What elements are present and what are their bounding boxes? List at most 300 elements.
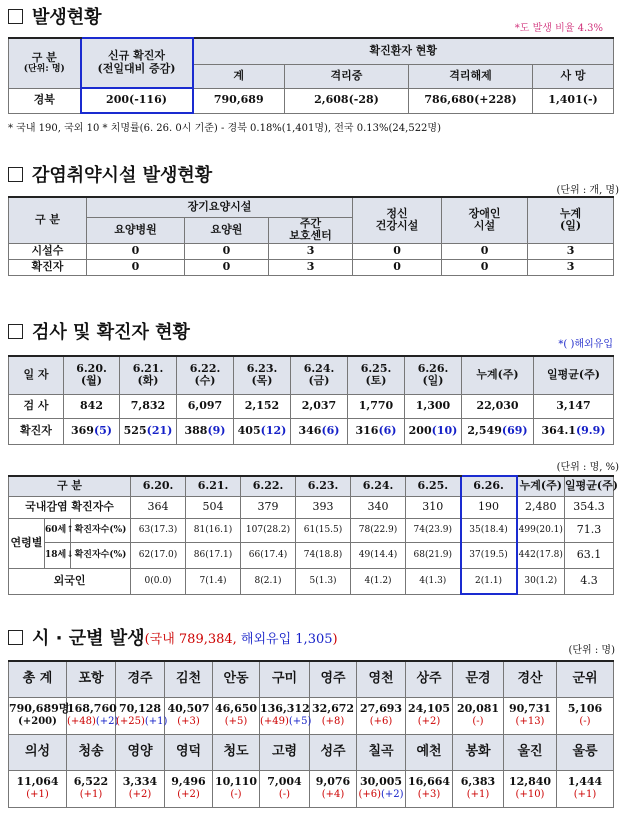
header-total: 계 [193,64,285,88]
test-cumulative: 22,030 [462,394,534,418]
city-cell [310,770,357,807]
cities-subtitle [145,628,338,647]
city-delta-line [504,789,556,801]
header-day-care-line1: 주간 [299,216,322,230]
city-delta: (+6) [369,716,393,728]
city-name: 울진 [504,734,557,770]
city-cell [557,697,614,734]
confirmed-count: 3 [528,259,614,275]
row-label-over60: 60세↑ [45,518,71,542]
city-name: 영덕 [165,734,213,770]
city-delta: (+49) [260,716,289,728]
age-table [8,475,618,595]
facility-count: 0 [442,243,528,259]
over60-value: 74(23.9) [406,518,461,542]
city-delta: (+1) [466,789,490,801]
city-delta-line [165,716,212,728]
foreigner-value: 4(1.3) [406,568,461,594]
domestic-value: 364 [131,496,186,518]
city-total: 10,110 [214,775,258,789]
confirmed-cell [405,418,462,444]
new-cases-value: 200(-116) [81,88,193,113]
city-name: 청도 [213,734,260,770]
city-delta-line [453,716,503,728]
city-delta-line [116,789,164,801]
test-value: 1,770 [348,394,405,418]
city-name: 상주 [406,661,453,697]
section-title-text: 검사 및 확진자 현황 [32,322,190,343]
city-cell [116,697,168,734]
over60-average: 71.3 [565,518,614,542]
city-total: 3,334 [122,775,158,789]
city-name: 청송 [67,734,116,770]
confirmed-cell [177,418,234,444]
city-name: 예천 [406,734,453,770]
city-delta-line [9,789,66,801]
domestic-value: 340 [351,496,406,518]
city-name: 군위 [557,661,614,697]
city-total: 6,522 [73,775,109,789]
header-nursing-hospital: 요양병원 [87,217,185,243]
header-new-cases [81,38,193,88]
weekday-label: (월) [80,374,103,388]
header-long-term-care: 장기요양시설 [87,197,353,217]
fatality-footnote: * 국내 190, 국외 10 * 치명률(6. 26. 0시 기준) - 경북 0.18%(1,401명), 전국 0.13%(24,522명) [8,123,441,134]
header-date: 6.22. [241,476,296,496]
header-disabled [442,197,528,243]
city-name: 영주 [310,661,357,697]
header-day-care [269,217,353,243]
date-label: 6.24. [303,361,335,375]
city-cell [357,697,406,734]
city-total: 16,664 [407,775,451,789]
date-label: 6.22. [189,361,221,375]
city-total: 136,312 [260,702,310,716]
city-cell [165,697,213,734]
foreigner-value: 7(1.4) [186,568,241,594]
date-label: 6.20. [76,361,107,375]
city-name: 영천 [357,661,406,697]
test-average: 3,147 [534,394,614,418]
foreigner-value: 5(1.3) [296,568,351,594]
confirmed-average-cell [534,418,614,444]
header-mental-line1: 정신 [386,206,408,220]
over60-value: 61(15.5) [296,518,351,542]
foreign-value: (6) [378,423,397,437]
confirmed-value: 200 [408,423,432,437]
facility-count: 0 [353,243,442,259]
date-label: 6.21. [132,361,164,375]
test-value: 2,152 [234,394,291,418]
confirmed-count: 0 [442,259,528,275]
city-cell [260,770,310,807]
city-cell [504,697,557,734]
city-cell [504,770,557,807]
header-gubun: 구 분 [9,197,87,243]
city-total: 40,507 [167,702,210,716]
city-foreign-delta: (+2) [95,716,119,728]
header-disabled-line1: 장애인 [468,206,501,220]
cities-table [8,660,614,808]
city-delta-line [260,789,309,801]
city-name: 김천 [165,661,213,697]
age-table-unit: (단위 : 명, %) [556,462,619,473]
facility-count: 0 [185,243,269,259]
date-label: 6.26. [417,361,449,375]
city-name: 총 계 [9,661,67,697]
header-date: 6.20. [131,476,186,496]
domestic-value-highlight: 190 [461,496,517,518]
weekday-label: (금) [308,374,330,388]
date-label: 6.25. [360,361,392,375]
foreigner-value: 4(1.2) [351,568,406,594]
section-title-text: 시 · 군별 발생 [32,628,145,649]
test-value: 842 [64,394,120,418]
confirmed-cell [64,418,120,444]
header-deaths: 사 망 [533,64,614,88]
city-delta: (-) [472,716,484,728]
row-label-facilities: 시설수 [9,243,87,259]
row-label-foreigner: 외국인 [9,568,131,594]
section-title-tests [8,318,190,344]
city-name: 의성 [9,734,67,770]
city-name: 경주 [116,661,165,697]
header-status: 확진환자 현황 [193,38,614,64]
domestic-average: 354.3 [565,496,614,518]
subtitle-close: ) [332,631,338,647]
city-total: 70,128 [118,702,162,716]
header-date-0626 [405,356,462,394]
weekday-label: (일) [422,374,444,388]
city-delta: (+3) [417,789,441,801]
weekday-label: (수) [194,374,216,388]
header-date-0625 [348,356,405,394]
city-delta-line [557,716,613,728]
test-value: 7,832 [120,394,177,418]
city-total: 9,076 [315,775,351,789]
city-name: 성주 [310,734,357,770]
under18-value: 74(18.8) [296,542,351,568]
city-delta-line [310,789,356,801]
count-label: 확진자수(%) [71,518,131,542]
test-value: 2,037 [291,394,348,418]
row-label-under18: 18세↓ [45,542,71,568]
city-cell [213,770,260,807]
city-delta: (+1) [573,789,597,801]
row-label-confirmed: 확진자 [9,418,64,444]
checkbox-square-icon [8,167,23,182]
domestic-cumulative: 2,480 [517,496,565,518]
header-unit-label: (단위: 명) [23,64,65,75]
header-date-0624 [291,356,348,394]
city-delta-line [67,789,115,801]
header-date: 6.21. [186,476,241,496]
city-delta-line [406,716,452,728]
city-cell [406,697,453,734]
header-gubun-label: 구 분 [31,50,57,64]
city-cell [357,770,406,807]
city-name: 고령 [260,734,310,770]
domestic-value: 310 [406,496,461,518]
city-delta-line [310,716,356,728]
city-delta-line [213,789,259,801]
header-released: 격리해제 [409,64,533,88]
city-delta: (+10) [515,789,545,801]
header-date: 일 자 [9,356,64,394]
city-total: 27,693 [359,702,403,716]
under18-cumulative: 442(17.8) [517,542,565,568]
city-delta: (-) [230,789,242,801]
header-nursing-home: 요양원 [185,217,269,243]
header-gubun: 구 분 [9,476,131,496]
released-value: 786,680(+228) [409,88,533,113]
header-date-0622 [177,356,234,394]
checkbox-square-icon [8,324,23,339]
city-total: 5,106 [567,702,603,716]
over60-cumulative: 499(20.1) [517,518,565,542]
city-cell [453,697,504,734]
confirmed-value: 364.1 [541,423,576,437]
under18-value: 66(17.4) [241,542,296,568]
foreign-value: (12) [260,423,287,437]
deaths-value: 1,401(-) [533,88,614,113]
confirmed-value: 316 [355,423,379,437]
city-delta-line [357,789,405,801]
foreigner-value-highlight: 2(1.1) [461,568,517,594]
confirmed-value: 2,549 [467,423,502,437]
foreign-value: (9.9) [575,423,606,437]
confirmed-value: 369 [70,423,94,437]
subtitle-domestic: (국내 789,384, [144,631,241,647]
city-delta: (+200) [18,716,57,728]
header-cumulative: 누계(주) [462,356,534,394]
ratio-note: *도 발생 비율 4.3% [514,23,603,34]
city-cell [453,770,504,807]
row-label-gyeongbuk: 경북 [9,88,81,113]
row-label-tests: 검 사 [9,394,64,418]
under18-value: 62(17.0) [131,542,186,568]
confirmed-count: 0 [87,259,185,275]
count-label: 확진자수(%) [71,542,131,568]
foreigner-value: 0(0.0) [131,568,186,594]
city-total: 1,444 [567,775,603,789]
domestic-value: 504 [186,496,241,518]
facilities-table [8,196,614,276]
city-cell [116,770,165,807]
city-delta-line [357,716,405,728]
city-delta-line [165,789,212,801]
city-delta: (+3) [177,716,200,728]
city-delta-line [213,716,259,728]
city-delta: (+5) [224,716,248,728]
header-date: 6.25. [406,476,461,496]
city-foreign-delta: (+1) [144,716,168,728]
city-cell [67,770,116,807]
confirmed-value: 346 [298,423,322,437]
header-day-care-line2: 보호센터 [289,229,332,243]
over60-value: 107(28.2) [241,518,296,542]
test-value: 1,300 [405,394,462,418]
header-cumulative: 누계(주) [517,476,565,496]
city-delta-line [116,716,168,728]
city-name: 울릉 [557,734,614,770]
foreign-note: *( )해외유입 [558,339,613,350]
confirmed-cell [234,418,291,444]
section-title-text: 감염취약시설 발생현황 [32,165,213,186]
foreigner-value: 8(2.1) [241,568,296,594]
weekday-label: (토) [365,374,387,388]
city-cell [557,770,614,807]
city-delta-line [260,716,312,728]
city-total: 7,004 [267,775,302,789]
city-total: 32,672 [311,702,355,716]
city-foreign-delta: (+2) [381,789,404,801]
header-cumulative-line1: 누계 [559,206,582,220]
weekday-label: (화) [137,374,159,388]
city-delta: (+2) [177,789,200,801]
facility-count: 3 [269,243,353,259]
foreign-value: (69) [501,423,528,437]
city-cell [310,697,357,734]
city-delta-line [504,716,556,728]
header-disabled-line2: 시설 [473,219,496,233]
header-date-highlight: 6.26. [461,476,517,496]
over60-value: 78(22.9) [351,518,406,542]
city-name: 칠곡 [357,734,406,770]
city-total: 6,383 [460,775,496,789]
city-total: 9,496 [171,775,206,789]
foreigner-average: 4.3 [565,568,614,594]
row-label-confirmed: 확진자 [9,259,87,275]
city-total: 90,731 [508,702,552,716]
confirmed-cell [291,418,348,444]
section-title-occurrence [8,3,102,29]
weekday-label: (목) [251,374,273,388]
total-value: 790,689 [193,88,285,113]
city-delta: (+1) [79,789,103,801]
city-cell [260,697,310,734]
confirmed-value: 388 [184,423,208,437]
facilities-unit: (단위 : 개, 명) [556,185,619,196]
test-value: 6,097 [177,394,234,418]
city-name: 포항 [67,661,116,697]
header-date-0620 [64,356,120,394]
section-title-facilities [8,161,212,187]
city-cell [213,697,260,734]
over60-value: 81(16.1) [186,518,241,542]
over60-value: 63(17.3) [131,518,186,542]
under18-value: 86(17.1) [186,542,241,568]
header-date-0621 [120,356,177,394]
cities-unit: (단위 : 명) [568,645,615,656]
header-isolating: 격리중 [285,64,409,88]
city-delta: (+25) [116,716,145,728]
city-delta: (+48) [67,716,96,728]
section-title-text: 발생현황 [32,7,102,28]
city-total: 168,760 [67,702,117,716]
header-cumulative-line2: (일) [560,219,582,233]
city-delta-line [67,716,119,728]
city-name: 문경 [453,661,504,697]
city-total: 12,840 [508,775,552,789]
section-title-cities [8,624,338,650]
confirmed-cell [348,418,405,444]
domestic-value: 379 [241,496,296,518]
date-label: 6.23. [246,361,278,375]
city-name: 영양 [116,734,165,770]
city-cell [9,770,67,807]
header-date-0623 [234,356,291,394]
city-delta: (+2) [128,789,152,801]
isolating-value: 2,608(-28) [285,88,409,113]
checkbox-square-icon [8,630,23,645]
header-mental-line2: 건강시설 [375,219,419,233]
facility-count: 0 [87,243,185,259]
city-cell [165,770,213,807]
over60-value-highlight: 35(18.4) [461,518,517,542]
header-new-label: 신규 확진자 [108,49,165,63]
header-mental [353,197,442,243]
header-daily-average: 일평균(주) [565,476,614,496]
city-total: 790,689명 [9,702,70,716]
header-date: 6.23. [296,476,351,496]
city-total: 30,005 [359,775,403,789]
city-total: 24,105 [407,702,451,716]
subtitle-foreign: 해외유입 1,305 [240,631,333,647]
header-gubun [9,38,81,88]
confirmed-count: 3 [269,259,353,275]
city-cell [406,770,453,807]
city-delta: (-) [278,789,291,801]
facility-count: 3 [528,243,614,259]
city-name: 봉화 [453,734,504,770]
city-foreign-delta: (+5) [288,716,312,728]
city-delta-line [557,789,613,801]
confirmed-cell [120,418,177,444]
city-name: 구미 [260,661,310,697]
city-cell [9,697,70,734]
city-name: 안동 [213,661,260,697]
city-delta-line [406,789,452,801]
city-delta-line [9,716,66,728]
under18-value-highlight: 37(19.5) [461,542,517,568]
city-total: 11,064 [16,775,59,789]
foreigner-cumulative: 30(1.2) [517,568,565,594]
under18-average: 63.1 [565,542,614,568]
city-cell [67,697,119,734]
confirmed-count: 0 [185,259,269,275]
header-daily-average: 일평균(주) [534,356,614,394]
city-total: 20,081 [456,702,500,716]
confirmed-count: 0 [353,259,442,275]
city-total: 46,650 [214,702,258,716]
header-new-sub-label: (전일대비 증감) [97,62,176,75]
city-delta: (-) [579,716,591,728]
foreign-value: (6) [321,423,340,437]
foreign-value: (10) [431,423,458,437]
checkbox-square-icon [8,9,23,24]
domestic-value: 393 [296,496,351,518]
city-delta: (+2) [417,716,441,728]
city-delta-line [453,789,503,801]
row-group-age: 연령별 [9,518,45,568]
city-delta: (+4) [321,789,345,801]
foreign-value: (9) [207,423,226,437]
foreign-value: (21) [146,423,173,437]
confirmed-value: 405 [237,423,261,437]
row-label-domestic: 국내감염 확진자수 [9,496,131,518]
confirmed-cumulative-cell [462,418,534,444]
